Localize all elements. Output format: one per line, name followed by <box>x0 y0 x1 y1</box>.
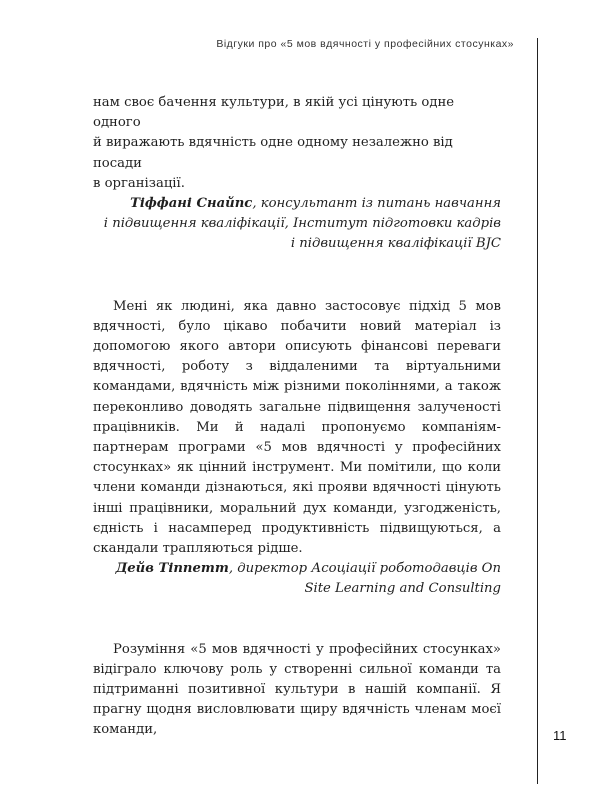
text-line: в організації. <box>93 175 185 191</box>
author-role-line: і підвищення кваліфікації, Інститут підготовки кадрів <box>103 216 501 232</box>
testimonial-2 <box>93 297 501 600</box>
author-role-line: , директор Асоціації роботодавців On <box>228 561 501 577</box>
text-line: нам своє бачення культури, в якій усі цінують одне одного <box>93 95 455 131</box>
page-content <box>93 93 501 741</box>
text-line: й виражають вдячність одне одному незалежно від посади <box>93 135 453 171</box>
testimonial-3-text: Розуміння «5 мов вдячності у професійних стосунках» відіграло ключову роль у створенні сильної команди та підтриманні позитивної культури в нашій компанії. Я прагну щодня висловлювати щиру вдячність членам моєї команди, <box>93 641 501 738</box>
author-role-line: , консультант із питань навчання <box>252 196 501 212</box>
testimonial-2-text: Мені як людині, яка давно застосовує підхід 5 мов вдячності, було цікаво побачити новий матеріал із допомогою якого автори описують фінансові переваги вдячності, роботу з віддаленими та віртуальними командами, вдячність між різними поколіннями, а також переконливо доводять загальне підвищення залученості працівників. Ми й надалі пропонуємо компаніям-партнерам програми «5 мов вдячності у професійних стосунках» як цінний інструмент. Ми помітили, що коли члени команди дізнаються, які прояви вдячності цінують інші працівники, моральний дух команди, узгодженість, єдність і насамперед продуктивність підвищуються, а скандали трапляються рідше. <box>93 298 501 557</box>
spacer <box>93 255 501 297</box>
vertical-rule <box>537 38 538 784</box>
page-number: 11 <box>553 728 567 743</box>
testimonial-1-attribution <box>93 194 501 255</box>
spacer <box>93 600 501 640</box>
running-header: Відгуки про «5 мов вдячності у професійних стосунках» <box>216 38 514 50</box>
author-role-line: і підвищення кваліфікації BJC <box>290 236 501 252</box>
testimonial-1-text <box>93 93 501 194</box>
testimonial-2-attribution <box>93 559 501 599</box>
testimonial-1 <box>93 93 501 255</box>
testimonial-3 <box>93 640 501 741</box>
author-name: Тіффані Снайпс <box>130 196 253 212</box>
author-role-line: Site Learning and Consulting <box>304 581 501 597</box>
author-name: Дейв Тіппетт <box>115 561 229 577</box>
